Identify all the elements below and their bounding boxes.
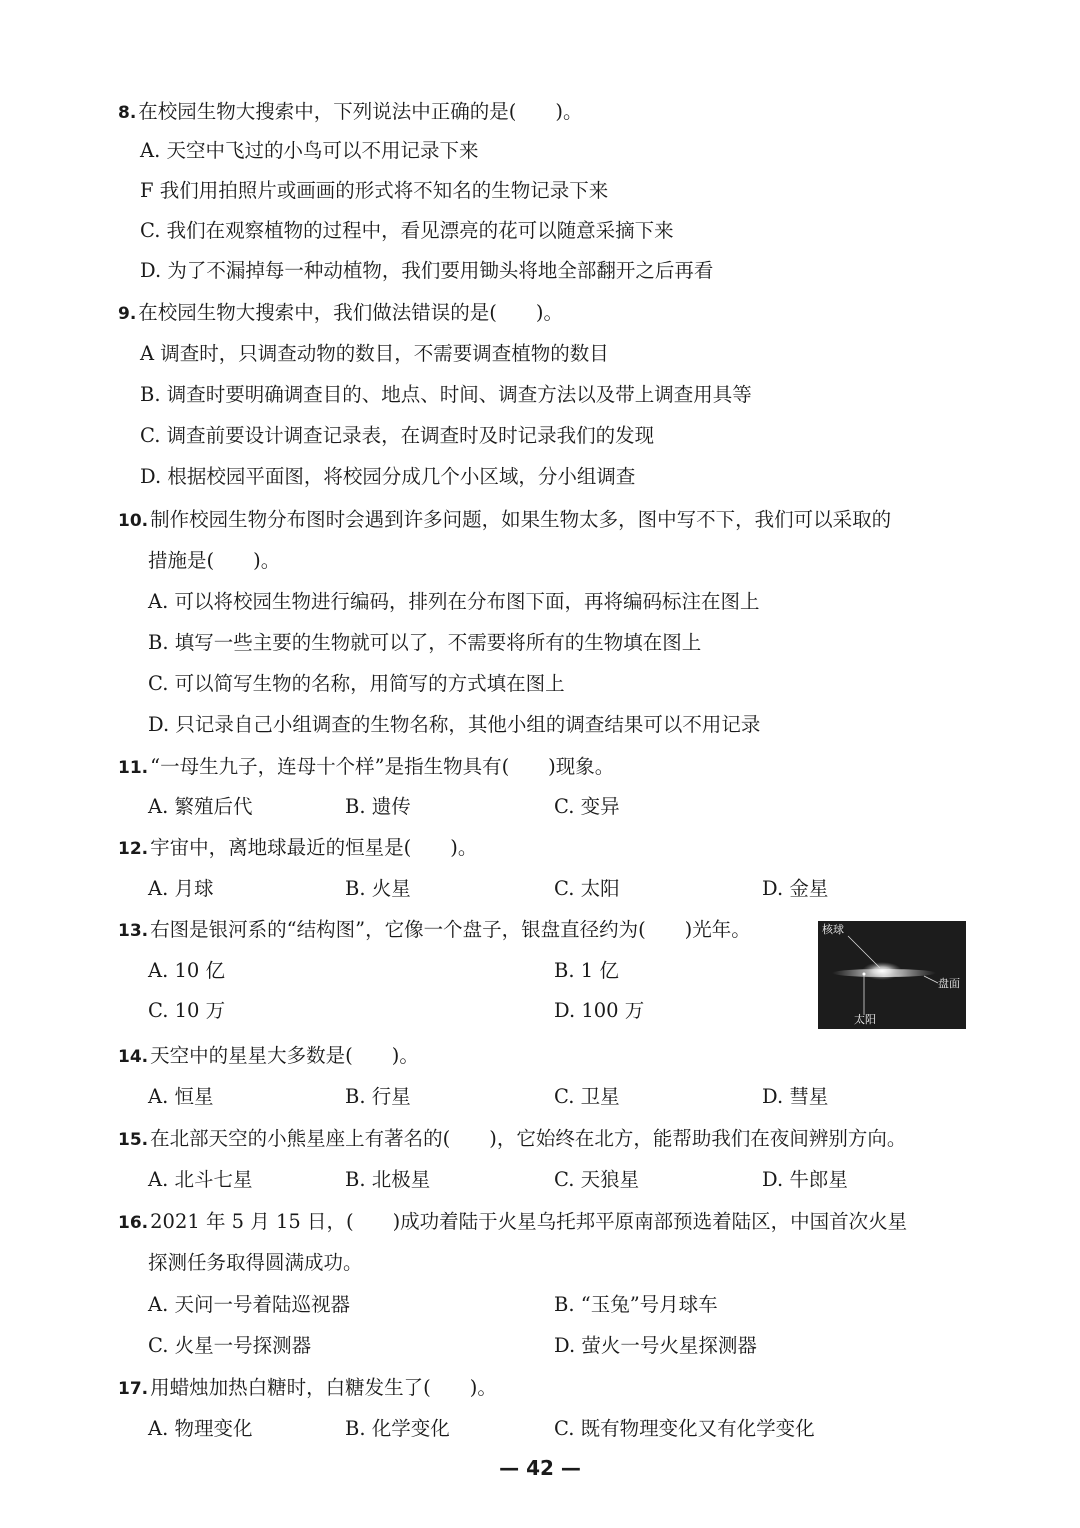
- question-number: 14.: [118, 1047, 149, 1067]
- option-a[interactable]: A. 可以将校园生物进行编码，排列在分布图下面，再将编码标注在图上: [148, 590, 760, 613]
- option-b[interactable]: B. 填写一些主要的生物就可以了，不需要将所有的生物填在图上: [148, 631, 702, 654]
- option-b[interactable]: B. 行星: [345, 1085, 411, 1108]
- question-16: [118, 1209, 907, 1236]
- option-a[interactable]: A 调查时，只调查动物的数目，不需要调查植物的数目: [140, 342, 609, 365]
- option-a[interactable]: A. 天问一号着陆巡视器: [148, 1293, 350, 1316]
- question-stem: “一母生九子，连母十个样”是指生物具有( )现象。: [150, 755, 615, 778]
- question-17: [118, 1375, 497, 1402]
- option-a[interactable]: A. 月球: [148, 877, 214, 900]
- question-stem: 在校园生物大搜索中，下列说法中正确的是( )。: [138, 100, 583, 123]
- question-number: 15.: [118, 1130, 149, 1150]
- question-11: [118, 754, 614, 781]
- option-c[interactable]: C. 火星一号探测器: [148, 1334, 312, 1357]
- question-stem: 用蜡烛加热白糖时，白糖发生了( )。: [150, 1376, 497, 1399]
- option-b[interactable]: B. 遗传: [345, 795, 411, 818]
- label-disk: 盘面: [938, 977, 960, 990]
- option-d[interactable]: D. 为了不漏掉每一种动植物，我们要用锄头将地全部翻开之后再看: [140, 259, 714, 282]
- question-number: 17.: [118, 1379, 149, 1399]
- option-b[interactable]: B. “玉兔”号月球车: [554, 1293, 718, 1316]
- option-c[interactable]: C. 既有物理变化又有化学变化: [554, 1417, 815, 1440]
- question-number: 9.: [118, 304, 137, 324]
- label-sun: 太阳: [854, 1013, 876, 1026]
- option-d[interactable]: D. 萤火一号火星探测器: [554, 1334, 757, 1357]
- question-13: [118, 917, 751, 944]
- option-a[interactable]: A. 繁殖后代: [148, 795, 253, 818]
- question-number: 16.: [118, 1213, 149, 1233]
- galactic-bulge: [862, 962, 902, 980]
- option-c[interactable]: C. 太阳: [554, 877, 620, 900]
- option-b[interactable]: B. 调查时要明确调查目的、地点、时间、调查方法以及带上调查用具等: [140, 383, 752, 406]
- milky-way-diagram: [818, 921, 966, 1029]
- page-number: — 42 —: [499, 1456, 581, 1480]
- option-b[interactable]: B. 火星: [345, 877, 411, 900]
- label-core: 核球: [822, 923, 844, 936]
- option-b[interactable]: B. 1 亿: [554, 959, 619, 982]
- option-b[interactable]: F 我们用拍照片或画画的形式将不知名的生物记录下来: [140, 179, 609, 202]
- question-number: 11.: [118, 758, 149, 778]
- question-14: [118, 1043, 419, 1070]
- option-c[interactable]: C. 10 万: [148, 999, 226, 1022]
- option-c[interactable]: C. 可以简写生物的名称，用简写的方式填在图上: [148, 672, 565, 695]
- question-stem-continued: 探测任务取得圆满成功。: [148, 1251, 363, 1274]
- question-number: 12.: [118, 839, 149, 859]
- question-stem: 在北部天空的小熊星座上有著名的( )，它始终在北方，能帮助我们在夜间辨别方向。: [150, 1127, 907, 1150]
- option-a[interactable]: A. 天空中飞过的小鸟可以不用记录下来: [140, 139, 479, 162]
- question-number: 13.: [118, 921, 149, 941]
- question-10: [118, 507, 891, 534]
- option-c[interactable]: C. 卫星: [554, 1085, 620, 1108]
- option-c[interactable]: C. 我们在观察植物的过程中，看见漂亮的花可以随意采摘下来: [140, 219, 674, 242]
- option-d[interactable]: D. 金星: [762, 877, 829, 900]
- question-stem: 右图是银河系的“结构图”，它像一个盘子，银盘直径约为( )光年。: [150, 918, 751, 941]
- option-a[interactable]: A. 北斗七星: [148, 1168, 253, 1191]
- question-stem: 在校园生物大搜索中，我们做法错误的是( )。: [138, 301, 564, 324]
- option-d[interactable]: D. 100 万: [554, 999, 645, 1022]
- option-d[interactable]: D. 牛郎星: [762, 1168, 848, 1191]
- question-stem: 宇宙中，离地球最近的恒星是( )。: [150, 836, 478, 859]
- question-stem: 2021 年 5 月 15 日，( )成功着陆于火星乌托邦平原南部预选着陆区，中国首次火星: [150, 1210, 908, 1233]
- option-a[interactable]: A. 恒星: [148, 1085, 214, 1108]
- sun-marker: [863, 973, 866, 976]
- question-12: [118, 835, 477, 862]
- question-stem: 制作校园生物分布图时会遇到许多问题，如果生物太多，图中写不下，我们可以采取的: [150, 508, 892, 531]
- option-b[interactable]: B. 北极星: [345, 1168, 431, 1191]
- option-a[interactable]: A. 10 亿: [148, 959, 225, 982]
- question-stem-continued: 措施是( )。: [148, 549, 281, 572]
- question-stem: 天空中的星星大多数是( )。: [150, 1044, 419, 1067]
- question-15: [118, 1126, 906, 1153]
- option-c[interactable]: C. 天狼星: [554, 1168, 640, 1191]
- option-c[interactable]: C. 变异: [554, 795, 620, 818]
- option-c[interactable]: C. 调查前要设计调查记录表，在调查时及时记录我们的发现: [140, 424, 655, 447]
- option-d[interactable]: D. 只记录自己小组调查的生物名称，其他小组的调查结果可以不用记录: [148, 713, 761, 736]
- question-9: [118, 300, 563, 327]
- question-number: 10.: [118, 511, 149, 531]
- option-d[interactable]: D. 彗星: [762, 1085, 829, 1108]
- option-b[interactable]: B. 化学变化: [345, 1417, 450, 1440]
- option-a[interactable]: A. 物理变化: [148, 1417, 253, 1440]
- question-8: [118, 99, 583, 126]
- option-d[interactable]: D. 根据校园平面图，将校园分成几个小区域，分小组调查: [140, 465, 636, 488]
- question-number: 8.: [118, 103, 137, 123]
